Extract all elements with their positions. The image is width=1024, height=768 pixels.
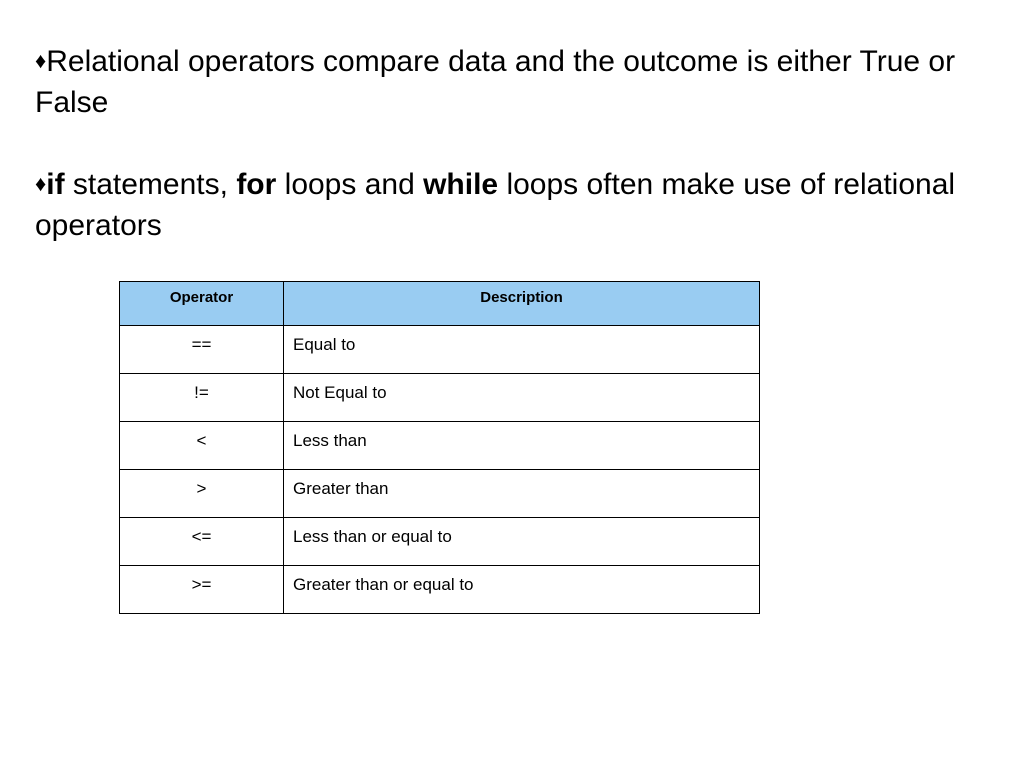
paragraph-text: Relational operators compare data and the outcome is either True or False [35,45,956,119]
paragraph-text: loops and [276,168,424,201]
paragraph-text: loops often make use of relational operators [35,168,956,242]
header-operator: Operator [120,282,284,326]
description-cell: Equal to [284,326,760,374]
diamond-bullet-icon: ♦ [35,171,47,196]
keyword-for: for [236,168,277,201]
description-cell: Less than [284,422,760,470]
operator-cell: == [120,326,284,374]
table-row [120,566,760,614]
table-row [120,326,760,374]
operator-cell: < [120,422,284,470]
description-cell: Greater than [284,470,760,518]
table-row [120,422,760,470]
relational-operators-table [119,281,760,614]
header-description: Description [284,282,760,326]
keyword-if: if [46,168,65,201]
diamond-bullet-icon: ♦ [35,48,47,73]
operator-cell: > [120,470,284,518]
description-cell: Greater than or equal to [284,566,760,614]
operator-cell: != [120,374,284,422]
operator-cell: >= [120,566,284,614]
operator-cell: <= [120,518,284,566]
description-cell: Less than or equal to [284,518,760,566]
bullet-paragraph-control-statements [35,163,995,246]
description-cell: Not Equal to [284,374,760,422]
table-row [120,518,760,566]
paragraph-text: statements, [64,168,237,201]
table-row [120,374,760,422]
keyword-while: while [423,168,499,201]
table-row [120,470,760,518]
table-header-row [120,282,760,326]
bullet-paragraph-relational-operators [35,40,995,123]
